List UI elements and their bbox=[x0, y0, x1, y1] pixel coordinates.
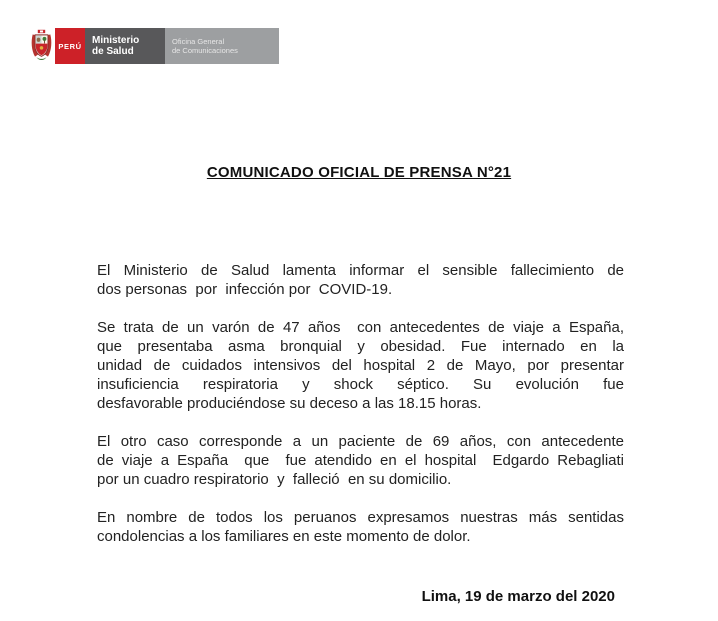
paragraph-line: El otro caso corresponde a un paciente de 69 años, con antecedente bbox=[97, 433, 624, 450]
office-name-block bbox=[165, 28, 279, 64]
office-name-line1: Oficina General bbox=[172, 36, 225, 46]
ministry-name-line1: Ministerio bbox=[92, 34, 140, 46]
minsa-header-banner bbox=[28, 28, 279, 64]
paragraph-2 bbox=[97, 318, 624, 413]
ministry-name-block bbox=[85, 28, 165, 64]
paragraph-line: de viaje a España que fue atendido en el hospital Edgardo Rebagliati bbox=[97, 452, 624, 469]
document-body bbox=[97, 261, 624, 565]
paragraph-line: por un cuadro respiratorio y falleció en su domicilio. bbox=[97, 471, 452, 488]
peru-coat-of-arms-icon bbox=[29, 29, 54, 63]
document-title: COMUNICADO OFICIAL DE PRENSA N°21 bbox=[206, 164, 512, 181]
paragraph-line: que presentaba asma bronquial y obesidad. Fue internado en la bbox=[97, 338, 624, 355]
paragraph-line: insuficiencia respiratoria y shock séptico. Su evolución fue bbox=[97, 376, 624, 393]
peru-label-block bbox=[55, 28, 85, 64]
office-name-line2: de Comunicaciones bbox=[172, 46, 238, 55]
paragraph-line: condolencias a los familiares en este momento de dolor. bbox=[97, 528, 471, 545]
paragraph-line: El Ministerio de Salud lamenta informar el sensible fallecimiento de bbox=[97, 262, 624, 279]
paragraph-line: unidad de cuidados intensivos del hospital 2 de Mayo, por presentar bbox=[97, 357, 624, 374]
paragraph-line: dos personas por infección por COVID-19. bbox=[97, 281, 393, 298]
paragraph-3 bbox=[97, 432, 624, 489]
ministry-name-line2: de Salud bbox=[92, 46, 134, 57]
paragraph-line: desfavorable produciéndose su deceso a las 18.15 horas. bbox=[97, 395, 482, 412]
logo-box bbox=[28, 28, 55, 64]
paragraph-line: En nombre de todos los peruanos expresamos nuestras más sentidas bbox=[97, 509, 624, 526]
paragraph-1 bbox=[97, 261, 624, 299]
paragraph-line: Se trata de un varón de 47 años con antecedentes de viaje a España, bbox=[97, 319, 624, 336]
dateline: Lima, 19 de marzo del 2020 bbox=[421, 588, 615, 605]
paragraph-4 bbox=[97, 508, 624, 546]
peru-label: PERÚ bbox=[58, 41, 82, 51]
